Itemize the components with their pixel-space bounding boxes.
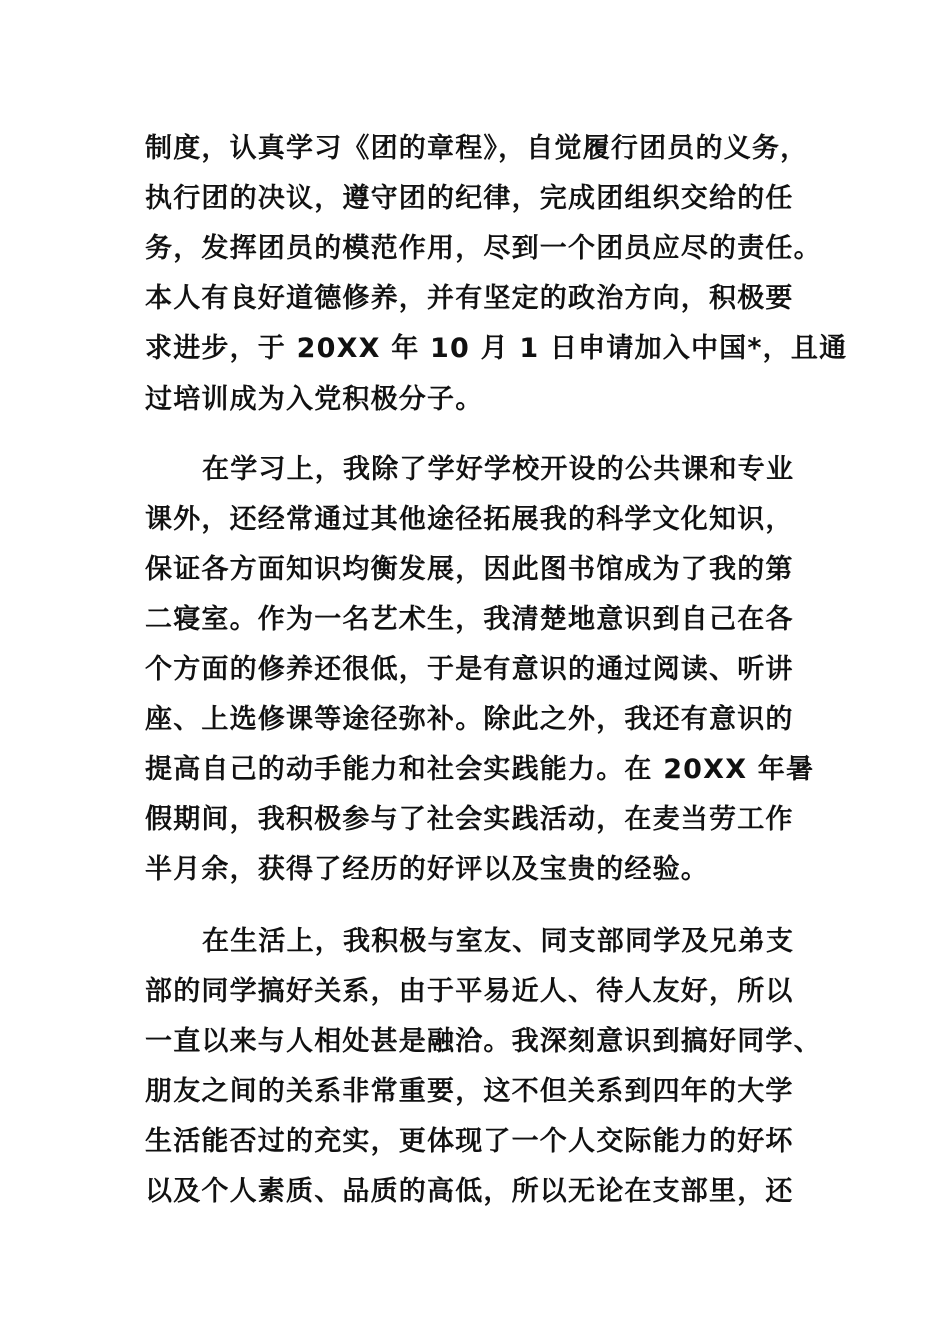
text-line: 部的同学搞好关系，由于平易近人、待人友好，所以	[145, 976, 794, 1007]
text-line: 半月余，获得了经历的好评以及宝贵的经验。	[145, 854, 709, 885]
text-line: 假期间，我积极参与了社会实践活动，在麦当劳工作	[145, 804, 794, 835]
text-line: 二寝室。作为一名艺术生，我清楚地意识到自己在各	[145, 604, 794, 635]
text-line: 本人有良好道德修养，并有坚定的政治方向，积极要	[145, 283, 794, 314]
text-line: 保证各方面知识均衡发展，因此图书馆成为了我的第	[145, 554, 794, 585]
text-line: 在学习上，我除了学好学校开设的公共课和专业	[202, 454, 795, 485]
text-line: 执行团的决议，遵守团的纪律，完成团组织交给的任	[145, 183, 794, 214]
text-line: 在生活上，我积极与室友、同支部同学及兄弟支	[202, 926, 795, 957]
text-line: 以及个人素质、品质的高低，所以无论在支部里，还	[145, 1176, 794, 1207]
text-line: 课外，还经常通过其他途径拓展我的科学文化知识，	[145, 504, 794, 535]
text-line: 过培训成为入党积极分子。	[145, 384, 484, 415]
text-line: 求进步，于 20XX 年 10 月 1 日申请加入中国*，且通	[145, 333, 848, 364]
text-line: 朋友之间的关系非常重要，这不但关系到四年的大学	[145, 1076, 794, 1107]
text-line: 一直以来与人相处甚是融洽。我深刻意识到搞好同学、	[145, 1026, 822, 1057]
text-line: 个方面的修养还很低，于是有意识的通过阅读、听讲	[145, 654, 794, 685]
text-line: 务，发挥团员的模范作用，尽到一个团员应尽的责任。	[145, 233, 822, 264]
text-line: 生活能否过的充实，更体现了一个人交际能力的好坏	[145, 1126, 794, 1157]
text-line: 提高自己的动手能力和社会实践能力。在 20XX 年暑	[145, 754, 815, 785]
text-line: 制度，认真学习《团的章程》，自觉履行团员的义务，	[145, 133, 809, 164]
text-line: 座、上选修课等途径弥补。除此之外，我还有意识的	[145, 704, 794, 735]
